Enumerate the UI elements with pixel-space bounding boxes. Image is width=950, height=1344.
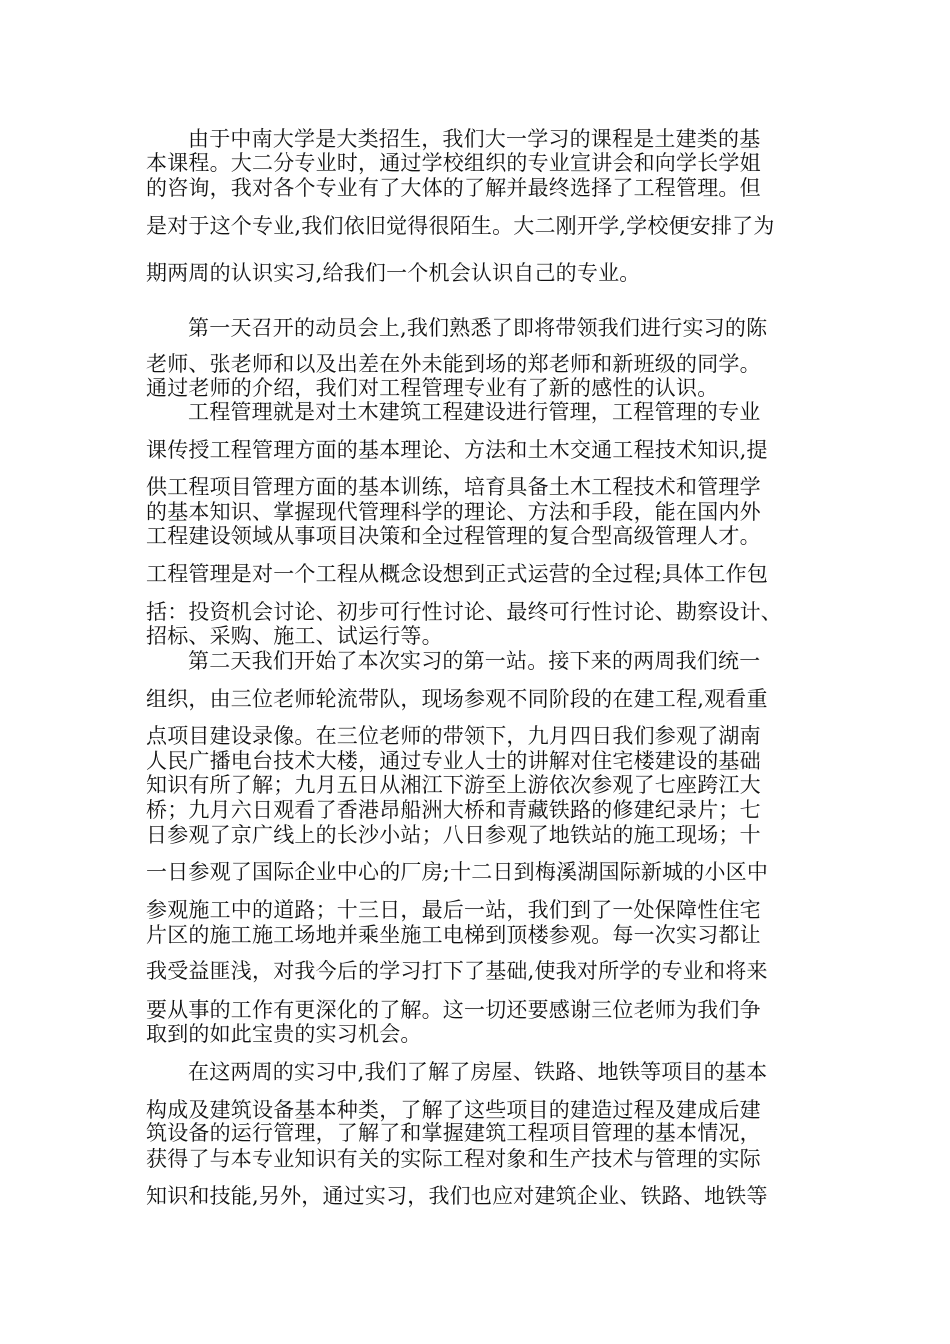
text-line: 括：投资机会讨论、初步可行性讨论、最终可行性讨论、勘察设计、: [146, 600, 782, 624]
text-line: 一日参观了国际企业中心的厂房;十二日到梅溪湖国际新城的小区中: [146, 860, 769, 884]
text-line: 课传授工程管理方面的基本理论、方法和土木交通工程技术知识,提: [146, 438, 768, 462]
text-line: 构成及建筑设备基本种类，了解了这些项目的建造过程及建成后建: [146, 1098, 761, 1122]
text-line: 日参观了京广线上的长沙小站；八日参观了地铁站的施工现场；十: [146, 823, 761, 847]
text-line: 期两周的认识实习,给我们一个机会认识自己的专业。: [146, 261, 641, 285]
text-line: 通过老师的介绍，我们对工程管理专业有了新的感性的认识。: [146, 376, 719, 400]
text-line: 是对于这个专业,我们依旧觉得很陌生。大二刚开学,学校便安排了为: [146, 214, 775, 238]
text-line: 点项目建设录像。在三位老师的带领下，九月四日我们参观了湖南: [146, 724, 761, 748]
text-line: 筑设备的运行管理，了解了和掌握建筑工程项目管理的基本情况，: [146, 1121, 761, 1145]
text-line: 第一天召开的动员会上,我们熟悉了即将带领我们进行实习的陈: [188, 316, 768, 340]
text-line: 的基本知识、掌握现代管理科学的理论、方法和手段，能在国内外: [146, 500, 761, 524]
text-line: 组织，由三位老师轮流带队，现场参观不同阶段的在建工程,观看重: [146, 687, 768, 711]
text-line: 知识有所了解；九月五日从湘江下游至上游依次参观了七座跨江大: [146, 773, 761, 797]
text-line: 取到的如此宝贵的实习机会。: [146, 1022, 422, 1046]
text-line: 人民广播电台技术大楼，通过专业人士的讲解对住宅楼建设的基础: [146, 749, 761, 773]
text-line: 工程管理就是对土木建筑工程建设进行管理，工程管理的专业: [188, 400, 761, 424]
text-line: 工程建设领域从事项目决策和全过程管理的复合型高级管理人才。: [146, 524, 761, 548]
text-line: 工程管理是对一个工程从概念设想到正式运营的全过程;具体工作包: [146, 562, 769, 586]
text-line: 供工程项目管理方面的基本训练，培育具备土木工程技术和管理学: [146, 475, 761, 499]
text-line: 获得了与本专业知识有关的实际工程对象和生产技术与管理的实际: [146, 1147, 761, 1171]
text-line: 参观施工中的道路；十三日，最后一站，我们到了一处保障性住宅: [146, 898, 761, 922]
text-line: 知识和技能,另外，通过实习，我们也应对建筑企业、铁路、地铁等: [146, 1184, 768, 1208]
text-line: 片区的施工施工场地并乘坐施工电梯到顶楼参观。每一次实习都让: [146, 923, 761, 947]
text-line: 要从事的工作有更深化的了解。这一切还要感谢三位老师为我们争: [146, 998, 761, 1022]
text-line: 我受益匪浅，对我今后的学习打下了基础,使我对所学的专业和将来: [146, 959, 768, 983]
text-line: 在这两周的实习中,我们了解了房屋、铁路、地铁等项目的基本: [188, 1060, 768, 1084]
text-line: 本课程。大二分专业时，通过学校组织的专业宣讲会和向学长学姐: [146, 151, 761, 175]
text-line: 老师、张老师和以及出差在外未能到场的郑老师和新班级的同学。: [146, 352, 761, 376]
text-line: 第二天我们开始了本次实习的第一站。接下来的两周我们统一: [188, 649, 761, 673]
text-line: 桥；九月六日观看了香港昂船洲大桥和青藏铁路的修建纪录片；七: [146, 798, 761, 822]
text-line: 招标、采购、施工、试运行等。: [146, 624, 443, 648]
text-line: 由于中南大学是大类招生，我们大一学习的课程是土建类的基: [188, 127, 761, 151]
text-line: 的咨询，我对各个专业有了大体的了解并最终选择了工程管理。但: [146, 176, 761, 200]
